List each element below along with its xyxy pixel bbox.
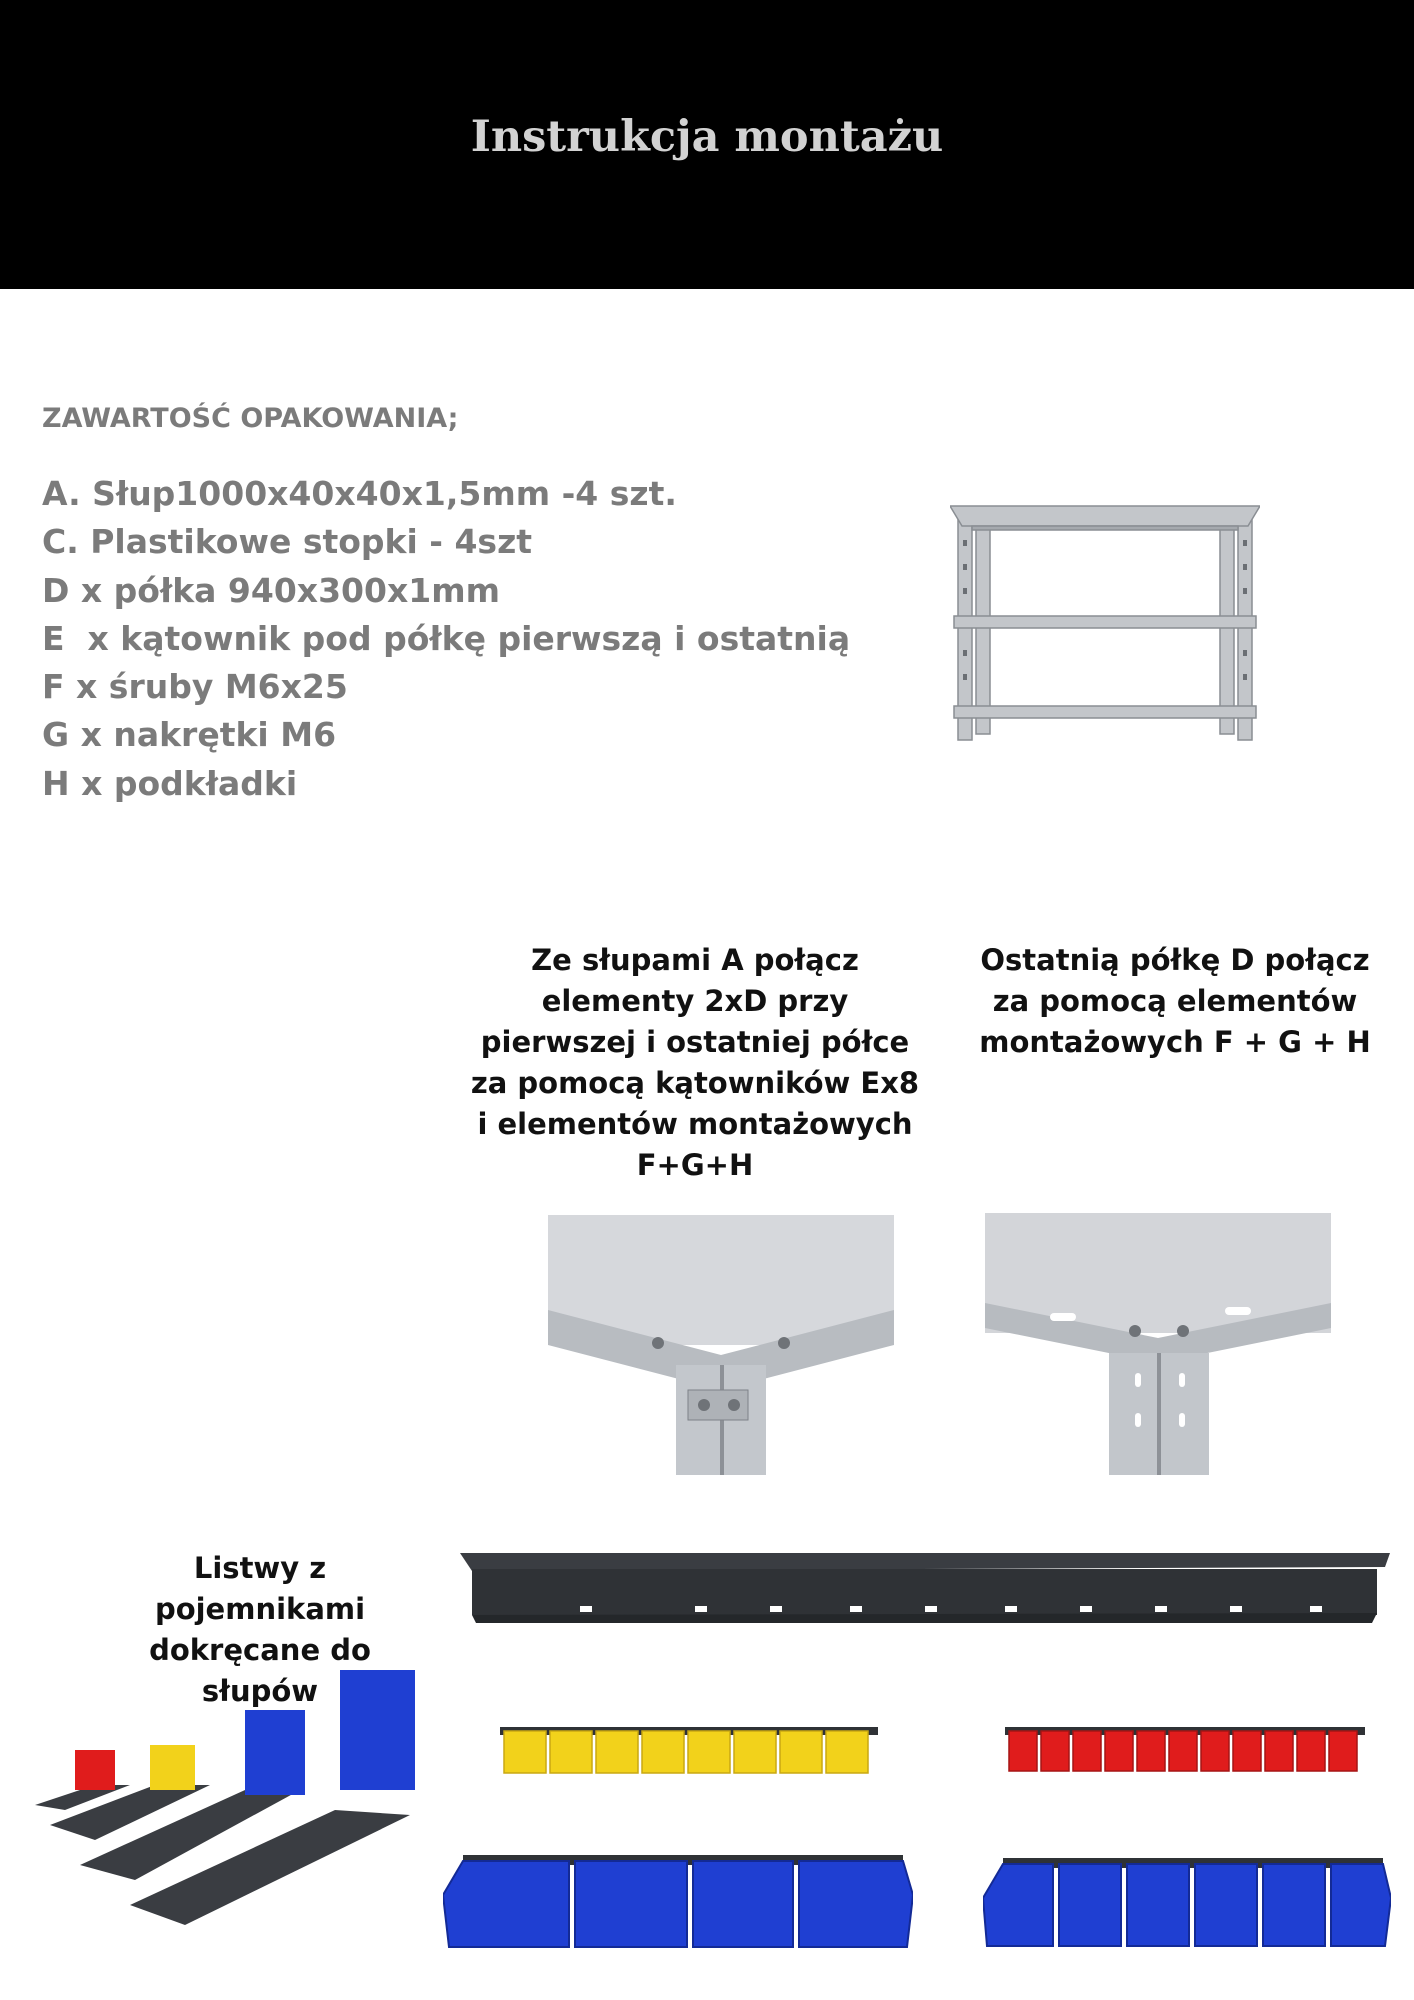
list-item: G x nakrętki M6	[42, 715, 337, 755]
document-title: Instrukcja montażu	[470, 112, 944, 162]
list-item: F x śruby M6x25	[42, 667, 348, 707]
step1-caption: Ze słupami A połącz elementy 2xD przy pierwszej i ostatniej półce za pomocą kątowników Ex8 i elementów montażowych F+G+H	[470, 943, 920, 1182]
corner-joint-image	[985, 1213, 1331, 1475]
shelf-unit-image	[950, 500, 1260, 745]
step2-caption: Ostatnią półkę D połącz za pomocą elementów montażowych F + G + H	[979, 943, 1371, 1059]
large-blue-bins-image	[443, 1855, 913, 1950]
list-item: C. Plastikowe stopki - 4szt	[42, 522, 533, 562]
contents-list	[42, 470, 850, 808]
list-item: A. Słup1000x40x40x1,5mm -4 szt.	[42, 474, 677, 513]
list-item: E x kątownik pod półkę pierwszą i ostatnią	[42, 618, 851, 658]
header-banner	[0, 0, 1414, 289]
rails-with-bins-image	[35, 1665, 415, 1925]
list-item: D x półka 940x300x1mm	[42, 570, 500, 610]
step3-caption: Listwy z pojemnikami dokręcane do słupów	[149, 1551, 371, 1708]
list-item: H x podkładki	[42, 763, 298, 803]
red-bins-image	[1005, 1725, 1365, 1775]
corner-bracket-image	[548, 1215, 894, 1475]
rail-image	[460, 1553, 1390, 1625]
contents-heading: ZAWARTOŚĆ OPAKOWANIA;	[42, 403, 459, 434]
yellow-bins-image	[500, 1725, 878, 1777]
medium-blue-bins-image	[983, 1858, 1391, 1948]
